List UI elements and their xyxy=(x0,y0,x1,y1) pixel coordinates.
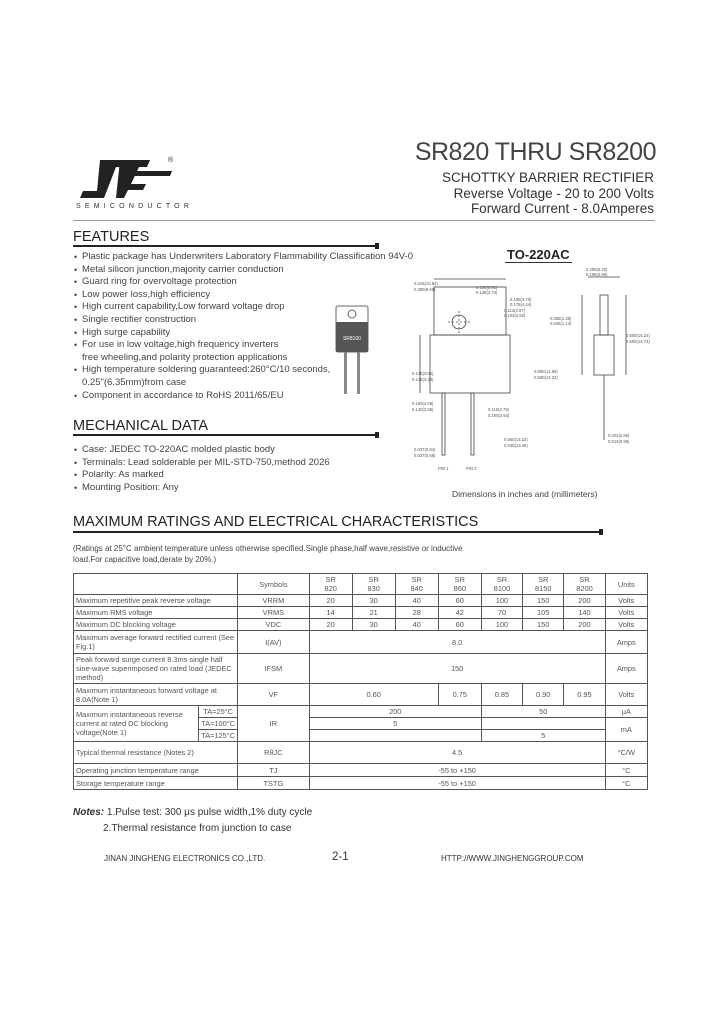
row-symbol: IR xyxy=(238,706,310,742)
dim-label: 0.140(3.56) xyxy=(412,407,434,412)
footer-url[interactable]: HTTP://WWW.JINGHENGGROUP.COM xyxy=(441,854,584,863)
value-cell: -55 to +150 xyxy=(309,777,605,790)
dim-label: 0.135(3.43) xyxy=(412,377,434,382)
notes-label: Notes: xyxy=(73,807,105,818)
dim-label: 0.195(4.95) xyxy=(586,272,608,277)
unit-cell: Amps xyxy=(605,631,647,654)
table-header-row xyxy=(74,574,648,595)
dim-label: 0.175(4.44) xyxy=(510,302,532,307)
table-row xyxy=(74,631,648,654)
page-number: 2-1 xyxy=(332,851,349,863)
value-cell: 20 xyxy=(309,595,352,607)
value-cell: 21 xyxy=(352,607,395,619)
ratings-note xyxy=(73,543,553,565)
features-heading: FEATURES xyxy=(73,229,150,245)
feature-item: 0.25"(6.35mm)from case xyxy=(82,376,187,388)
dim-label: 0.560(14.22) xyxy=(534,375,558,380)
feature-item: • Low power loss,high efficiency xyxy=(74,289,419,302)
row-label: Maximum instantaneous reverse current at rated DC blocking voltage(Note 1) xyxy=(74,706,199,742)
unit-cell: Volts xyxy=(605,684,647,706)
value-cell: 0.90 xyxy=(523,684,564,706)
dim-label: 0.415(10.54) xyxy=(414,281,438,286)
mechanical-rule xyxy=(73,434,376,436)
header-cell: Symbols xyxy=(238,574,310,595)
value-cell: -55 to +150 xyxy=(309,764,605,777)
package-photo xyxy=(332,304,372,396)
semiconductor-label: SEMICONDUCTOR xyxy=(76,203,194,210)
row-label: Maximum repetitive peak reverse voltage xyxy=(74,595,238,607)
note-2: 2.Thermal resistance from junction to case xyxy=(103,823,292,834)
value-cell: 0.95 xyxy=(564,684,605,706)
page-title: SR820 THRU SR8200 xyxy=(414,138,656,166)
unit-cell: mA xyxy=(605,718,647,742)
row-label: Maximum instantaneous forward voltage at 8.0A(Note 1) xyxy=(74,684,238,706)
value-cell: 150 xyxy=(523,619,564,631)
dim-label: 0.185(4.70) xyxy=(510,297,532,302)
value-cell: 150 xyxy=(309,654,605,684)
empty-cell xyxy=(309,730,481,742)
value-cell: 100 xyxy=(481,595,522,607)
table-row xyxy=(74,742,648,764)
dim-label: 0.590(14.99) xyxy=(534,369,558,374)
table-row xyxy=(74,607,648,619)
footer-company: JINAN JINGHENG ELECTRONICS CO.,LTD. xyxy=(104,854,266,863)
pin-label: PIN 1 xyxy=(438,466,449,471)
ratings-rule xyxy=(73,531,600,533)
value-cell: 4.5 xyxy=(309,742,605,764)
header-cell: SR 830 xyxy=(352,574,395,595)
row-symbol: VF xyxy=(238,684,310,706)
unit-cell: °C xyxy=(605,764,647,777)
dimension-note: Dimensions in inches and (millimeters) xyxy=(452,489,598,499)
value-cell: 28 xyxy=(395,607,438,619)
row-symbol: VRMS xyxy=(238,607,310,619)
mechanical-item: • Terminals: Lead solderable per MIL-STD-750,method 2026 xyxy=(74,457,419,470)
features-rule xyxy=(73,245,376,247)
unit-cell: Volts xyxy=(605,619,647,631)
package-outline-drawing xyxy=(412,265,662,487)
dim-label: 0.022(0.56) xyxy=(608,433,630,438)
condition-cell: TA=100°C xyxy=(199,718,238,730)
value-cell: 0.85 xyxy=(481,684,522,706)
unit-cell: Volts xyxy=(605,607,647,619)
row-label: Maximum DC blocking voltage xyxy=(74,619,238,631)
header-cell: Units xyxy=(605,574,647,595)
value-cell: 20 xyxy=(309,619,352,631)
row-label: Storage temperature range xyxy=(74,777,238,790)
row-symbol: VDC xyxy=(238,619,310,631)
value-cell: 150 xyxy=(523,595,564,607)
table-row xyxy=(74,684,648,706)
row-symbol: IFSM xyxy=(238,654,310,684)
header-cell: SR 820 xyxy=(309,574,352,595)
dim-label: 0.145(3.68) xyxy=(412,371,434,376)
value-cell: 200 xyxy=(564,595,605,607)
feature-item: • High current capability,Low forward voltage drop xyxy=(74,301,419,314)
value-cell: 40 xyxy=(395,595,438,607)
header-cell: SR 8150 xyxy=(523,574,564,595)
feature-item: • High temperature soldering guaranteed:260°C/10 seconds, xyxy=(74,364,419,377)
condition-cell: TA=25°C xyxy=(199,706,238,718)
header-cell: SR 860 xyxy=(438,574,481,595)
package-part-label: SR8100 xyxy=(342,336,362,342)
value-cell: 0.60 xyxy=(309,684,438,706)
mechanical-item: • Polarity: As marked xyxy=(74,469,419,482)
value-cell: 14 xyxy=(309,607,352,619)
dim-label: 0.380(9.65) xyxy=(414,287,436,292)
header-cell: SR 840 xyxy=(395,574,438,595)
ratings-note-line1: (Ratings at 25°C ambient temperature unless otherwise specified.Single phase,half wave,resistive or inductive xyxy=(73,544,463,553)
row-symbol: RθJC xyxy=(238,742,310,764)
row-symbol: I(AV) xyxy=(238,631,310,654)
condition-cell: TA=125°C xyxy=(199,730,238,742)
dim-label: 0.037(0.94) xyxy=(414,447,436,452)
row-label: Peak forward surge current 8.3ms single half sine-wave superimposed on rated load (JEDEC method) xyxy=(74,654,238,684)
table-row xyxy=(74,595,648,607)
row-symbol: TJ xyxy=(238,764,310,777)
value-cell: 140 xyxy=(564,607,605,619)
pin-label: PIN 2 xyxy=(466,466,477,471)
value-cell: 50 xyxy=(481,706,605,718)
mechanical-item: • Mounting Position: Any xyxy=(74,482,419,495)
unit-cell: μA xyxy=(605,706,647,718)
unit-cell: °C/W xyxy=(605,742,647,764)
mechanical-item: • Case: JEDEC TO-220AC molded plastic body xyxy=(74,444,419,457)
dim-label: 0.148(3.74) xyxy=(476,290,498,295)
subtitle-current: Forward Current - 8.0Amperes xyxy=(470,201,654,216)
value-cell: 70 xyxy=(481,607,522,619)
value-cell: 60 xyxy=(438,595,481,607)
feature-item: free wheeling,and polarity protection applications xyxy=(82,351,288,363)
unit-cell: Amps xyxy=(605,654,647,684)
logo-jf-mark xyxy=(80,160,172,198)
ratings-note-line2: load.For capacitive load,derate by 20%.) xyxy=(73,555,217,564)
value-cell: 200 xyxy=(309,706,481,718)
dim-label: 0.530(13.46) xyxy=(504,443,528,448)
dim-label: 0.014(0.36) xyxy=(608,439,630,444)
feature-item: • Single rectifier construction xyxy=(74,314,419,327)
row-symbol: VRRM xyxy=(238,595,310,607)
dim-label: 0.103(2.62) xyxy=(504,313,526,318)
notes-block xyxy=(73,805,312,837)
table-row xyxy=(74,764,648,777)
table-row xyxy=(74,654,648,684)
ratings-heading: MAXIMUM RATINGS AND ELECTRICAL CHARACTERISTICS xyxy=(73,514,479,530)
value-cell: 0.75 xyxy=(438,684,481,706)
dim-label: 0.205(5.20) xyxy=(586,267,608,272)
feature-item: • Plastic package has Underwriters Laboratory Flammability Classification 94V-0 xyxy=(74,251,419,264)
package-name: TO-220AC xyxy=(507,247,570,262)
dim-label: 0.560(14.22) xyxy=(504,437,528,442)
registered-mark: ® xyxy=(168,157,174,164)
value-cell: 5 xyxy=(481,730,605,742)
unit-cell: Volts xyxy=(605,595,647,607)
value-cell: 42 xyxy=(438,607,481,619)
subtitle-voltage: Reverse Voltage - 20 to 200 Volts xyxy=(453,186,654,201)
row-label: Operating junction temperature range xyxy=(74,764,238,777)
table-row xyxy=(74,619,648,631)
value-cell: 105 xyxy=(523,607,564,619)
feature-item: • For use in low voltage,high frequency inverters xyxy=(74,339,419,352)
row-label: Maximum average forward rectified current (See Fig.1) xyxy=(74,631,238,654)
row-label: Typical thermal resistance (Notes 2) xyxy=(74,742,238,764)
empty-cell xyxy=(481,718,605,730)
ratings-table xyxy=(73,573,648,790)
header-divider xyxy=(73,220,655,221)
mechanical-heading: MECHANICAL DATA xyxy=(73,418,209,434)
value-cell: 100 xyxy=(481,619,522,631)
subtitle-type: SCHOTTKY BARRIER RECTIFIER xyxy=(441,170,654,185)
value-cell: 8.0 xyxy=(309,631,605,654)
unit-cell: °C xyxy=(605,777,647,790)
dim-label: 0.154(3.91) xyxy=(476,285,498,290)
dim-label: 0.110(2.79) xyxy=(488,407,510,412)
dim-label: 0.027(0.68) xyxy=(414,453,436,458)
value-cell: 60 xyxy=(438,619,481,631)
table-row xyxy=(74,706,648,718)
value-cell: 40 xyxy=(395,619,438,631)
header-cell: SR 8200 xyxy=(564,574,605,595)
dim-label: 0.055(1.39) xyxy=(550,316,572,321)
dim-label: 0.600(15.24) xyxy=(626,333,650,338)
row-label: Maximum RMS voltage xyxy=(74,607,238,619)
dim-label: 0.113(2.87) xyxy=(504,308,526,313)
row-symbol: TSTG xyxy=(238,777,310,790)
table-row xyxy=(74,777,648,790)
header-cell: SR 8100 xyxy=(481,574,522,595)
value-cell: 5 xyxy=(309,718,481,730)
feature-item: • High surge capability xyxy=(74,327,419,340)
dim-label: 0.160(4.06) xyxy=(412,401,434,406)
value-cell: 30 xyxy=(352,619,395,631)
mechanical-list xyxy=(74,444,419,494)
feature-item: • Guard ring for overvoltage protection xyxy=(74,276,419,289)
feature-item: • Component in accordance to RoHS 2011/65/EU xyxy=(74,390,419,403)
value-cell: 30 xyxy=(352,595,395,607)
dim-label: 0.100(2.54) xyxy=(488,413,510,418)
dim-label: 0.580(14.73) xyxy=(626,339,650,344)
dim-label: 0.045(1.14) xyxy=(550,321,572,326)
feature-item: • Metal silicon junction,majority carrier conduction xyxy=(74,264,419,277)
note-1: 1.Pulse test: 300 μs pulse width,1% duty cycle xyxy=(106,807,313,818)
value-cell: 200 xyxy=(564,619,605,631)
